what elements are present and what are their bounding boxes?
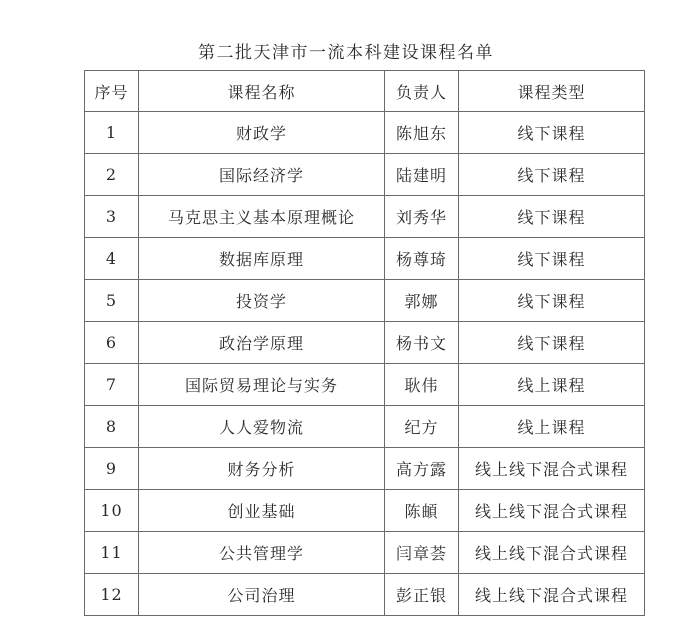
cell-owner: 陆建明 bbox=[385, 154, 459, 196]
cell-course-type: 线上课程 bbox=[459, 406, 645, 448]
cell-owner: 纪方 bbox=[385, 406, 459, 448]
cell-course-type: 线下课程 bbox=[459, 322, 645, 364]
table-row bbox=[85, 154, 645, 196]
header-course-type: 课程类型 bbox=[459, 71, 645, 112]
cell-index: 9 bbox=[85, 448, 139, 490]
cell-course-type: 线上线下混合式课程 bbox=[459, 532, 645, 574]
cell-course-name: 国际贸易理论与实务 bbox=[139, 364, 385, 406]
cell-owner: 陈旭东 bbox=[385, 112, 459, 154]
cell-course-name: 人人爱物流 bbox=[139, 406, 385, 448]
course-list-table bbox=[84, 70, 645, 616]
cell-owner: 闫章荟 bbox=[385, 532, 459, 574]
cell-index: 8 bbox=[85, 406, 139, 448]
table-row bbox=[85, 364, 645, 406]
cell-course-type: 线上课程 bbox=[459, 364, 645, 406]
cell-index: 3 bbox=[85, 196, 139, 238]
table-header-row bbox=[85, 71, 645, 112]
cell-course-name: 公共管理学 bbox=[139, 532, 385, 574]
cell-index: 10 bbox=[85, 490, 139, 532]
table-row bbox=[85, 112, 645, 154]
cell-course-name: 投资学 bbox=[139, 280, 385, 322]
cell-course-type: 线下课程 bbox=[459, 238, 645, 280]
header-owner: 负责人 bbox=[385, 71, 459, 112]
cell-owner: 高方露 bbox=[385, 448, 459, 490]
cell-course-name: 国际经济学 bbox=[139, 154, 385, 196]
header-course-name: 课程名称 bbox=[139, 71, 385, 112]
cell-owner: 郭娜 bbox=[385, 280, 459, 322]
cell-course-type: 线上线下混合式课程 bbox=[459, 490, 645, 532]
cell-owner: 耿伟 bbox=[385, 364, 459, 406]
cell-course-name: 数据库原理 bbox=[139, 238, 385, 280]
table-row bbox=[85, 196, 645, 238]
cell-course-type: 线上线下混合式课程 bbox=[459, 448, 645, 490]
cell-course-name: 马克思主义基本原理概论 bbox=[139, 196, 385, 238]
cell-index: 12 bbox=[85, 574, 139, 616]
table-row bbox=[85, 406, 645, 448]
cell-course-name: 公司治理 bbox=[139, 574, 385, 616]
table-row bbox=[85, 490, 645, 532]
cell-course-type: 线下课程 bbox=[459, 154, 645, 196]
table-row bbox=[85, 448, 645, 490]
cell-course-name: 财政学 bbox=[139, 112, 385, 154]
cell-index: 4 bbox=[85, 238, 139, 280]
cell-owner: 杨尊琦 bbox=[385, 238, 459, 280]
cell-index: 11 bbox=[85, 532, 139, 574]
cell-course-type: 线下课程 bbox=[459, 196, 645, 238]
cell-owner: 陈頔 bbox=[385, 490, 459, 532]
table-row bbox=[85, 322, 645, 364]
cell-course-name: 财务分析 bbox=[139, 448, 385, 490]
cell-course-name: 创业基础 bbox=[139, 490, 385, 532]
cell-course-name: 政治学原理 bbox=[139, 322, 385, 364]
cell-index: 1 bbox=[85, 112, 139, 154]
cell-course-type: 线下课程 bbox=[459, 280, 645, 322]
header-index: 序号 bbox=[85, 71, 139, 112]
table-row bbox=[85, 574, 645, 616]
table-row bbox=[85, 532, 645, 574]
cell-index: 2 bbox=[85, 154, 139, 196]
cell-owner: 杨书文 bbox=[385, 322, 459, 364]
cell-index: 6 bbox=[85, 322, 139, 364]
cell-index: 5 bbox=[85, 280, 139, 322]
cell-course-type: 线上线下混合式课程 bbox=[459, 574, 645, 616]
cell-course-type: 线下课程 bbox=[459, 112, 645, 154]
cell-owner: 彭正银 bbox=[385, 574, 459, 616]
cell-index: 7 bbox=[85, 364, 139, 406]
table-row bbox=[85, 238, 645, 280]
table-row bbox=[85, 280, 645, 322]
document-title: 第二批天津市一流本科建设课程名单 bbox=[198, 43, 494, 63]
cell-owner: 刘秀华 bbox=[385, 196, 459, 238]
